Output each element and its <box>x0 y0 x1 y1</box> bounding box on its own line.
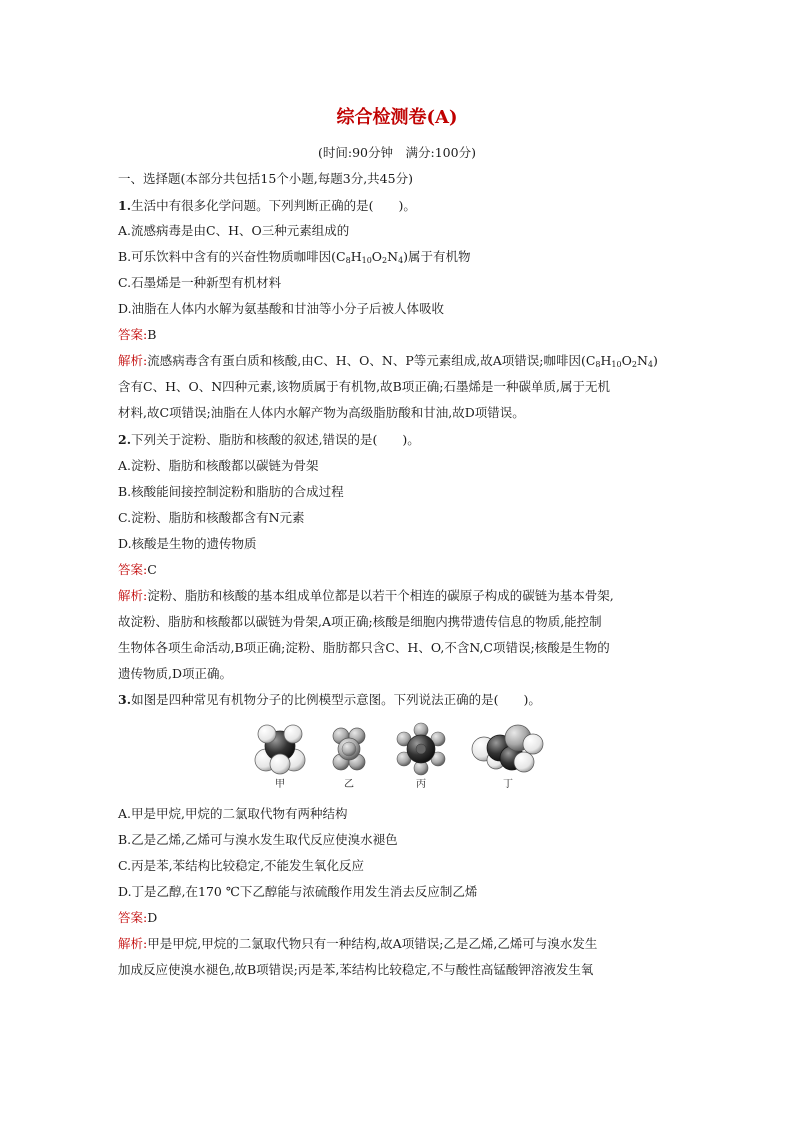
formula-sub: 8 <box>345 256 351 265</box>
q1-explanation-line-2: 含有C、H、O、N四种元素,该物质属于有机物,故B项正确;石墨烯是一种碳单质,属于无机 <box>118 379 610 394</box>
explanation-label: 解析: <box>118 936 148 951</box>
q2-explanation-line-1 <box>118 586 680 606</box>
q1-option-a: A.流感病毒是由C、H、O三种元素组成的 <box>118 223 350 238</box>
q1-option-c: C.石墨烯是一种新型有机材料 <box>118 275 282 290</box>
q1-option-b-text: B.可乐饮料中含有的兴奋性物质咖啡因(C <box>118 249 346 264</box>
answer-label: 答案: <box>118 910 148 925</box>
formula-element: H <box>350 249 362 264</box>
molecule-models-svg <box>250 722 550 778</box>
formula-sub: 8 <box>595 360 601 369</box>
formula-element: O <box>371 249 383 264</box>
page-title: 综合检测卷(A) <box>336 107 458 128</box>
q1-option-d: D.油脂在人体内水解为氨基酸和甘油等小分子后被人体吸收 <box>118 301 445 316</box>
formula-element: H <box>600 353 612 368</box>
question-stem: 如图是四种常见有机物分子的比例模型示意图。下列说法正确的是( )。 <box>131 692 541 707</box>
q3-option-c: C.丙是苯,苯结构比较稳定,不能发生氧化反应 <box>118 858 365 873</box>
q2-option-a: A.淀粉、脂肪和核酸都以碳链为骨架 <box>118 458 319 473</box>
question-number: 2. <box>118 432 132 447</box>
answer-value: B <box>147 327 157 342</box>
answer-label: 答案: <box>118 327 148 342</box>
exam-time-info: (时间:90分钟 满分:100分) <box>318 145 476 160</box>
explanation-text: 流感病毒含有蛋白质和核酸,由C、H、O、N、P等元素组成,故A项错误;咖啡因(C <box>147 353 596 368</box>
caption-jia: 甲 <box>275 779 285 790</box>
question-stem: 下列关于淀粉、脂肪和核酸的叙述,错误的是( )。 <box>131 432 420 447</box>
question-1 <box>118 196 678 216</box>
question-2 <box>118 430 678 450</box>
q2-explanation-line-3: 生物体各项生命活动,B项正确;淀粉、脂肪都只含C、H、O,不含N,C项错误;核酸是生物的 <box>118 640 610 655</box>
explanation-label: 解析: <box>118 353 148 368</box>
molecule-bing-benzene <box>397 723 445 775</box>
formula-element: N <box>387 249 399 264</box>
section-heading: 一、选择题(本部分共包括15个小题,每题3分,共45分) <box>118 171 413 186</box>
question-3 <box>118 690 678 710</box>
formula-element: O <box>621 353 632 368</box>
answer-label: 答案: <box>118 562 148 577</box>
answer-value: D <box>147 910 158 925</box>
q2-explanation-line-4: 遗传物质,D项正确。 <box>118 666 232 681</box>
caption-yi: 乙 <box>344 779 354 790</box>
question-number: 1. <box>118 198 132 213</box>
q2-option-c: C.淀粉、脂肪和核酸都含有N元素 <box>118 510 305 525</box>
molecule-ding-ethanol <box>472 725 543 772</box>
q2-option-b: B.核酸能间接控制淀粉和脂肪的合成过程 <box>118 484 344 499</box>
q2-answer <box>118 560 678 580</box>
q1-option-b-end: )属于有机物 <box>403 249 471 264</box>
q3-explanation-line-1 <box>118 934 680 954</box>
formula-sub: 2 <box>382 256 388 265</box>
formula-sub: 10 <box>361 256 372 265</box>
q1-explanation-line-1 <box>118 351 680 371</box>
caption-ding: 丁 <box>503 779 513 790</box>
q2-option-d: D.核酸是生物的遗传物质 <box>118 536 257 551</box>
q3-explanation-line-2: 加成反应使溴水褪色,故B项错误;丙是苯,苯结构比较稳定,不与酸性高锰酸钾溶液发生氧 <box>118 962 594 977</box>
explanation-text: 淀粉、脂肪和核酸的基本组成单位都是以若干个相连的碳原子构成的碳链为基本骨架, <box>147 588 614 603</box>
q1-option-b <box>118 247 678 267</box>
q3-option-b: B.乙是乙烯,乙烯可与溴水发生取代反应使溴水褪色 <box>118 832 398 847</box>
formula-sub: 4 <box>398 256 404 265</box>
q3-option-d: D.丁是乙醇,在170 ℃下乙醇能与浓硫酸作用发生消去反应制乙烯 <box>118 884 478 899</box>
formula-sub: 10 <box>611 360 622 369</box>
question-stem: 生活中有很多化学问题。下列判断正确的是( )。 <box>131 198 416 213</box>
question-number: 3. <box>118 692 132 707</box>
molecule-yi-ethylene <box>333 728 365 770</box>
q1-answer <box>118 325 678 345</box>
molecule-models-figure <box>250 722 550 794</box>
formula-sub: 4 <box>647 360 653 369</box>
formula-sub: 2 <box>631 360 637 369</box>
q2-explanation-line-2: 故淀粉、脂肪和核酸都以碳链为骨架,A项正确;核酸是细胞内携带遗传信息的物质,能控制 <box>118 614 602 629</box>
q3-answer <box>118 908 678 928</box>
explanation-text: ) <box>652 353 658 368</box>
q3-option-a: A.甲是甲烷,甲烷的二氯取代物有两种结构 <box>118 806 348 821</box>
molecule-jia-methane <box>255 725 305 774</box>
formula-element: N <box>636 353 648 368</box>
q1-explanation-line-3: 材料,故C项错误;油脂在人体内水解产物为高级脂肪酸和甘油,故D项错误。 <box>118 405 525 420</box>
caption-bing: 丙 <box>416 779 426 790</box>
explanation-text: 甲是甲烷,甲烷的二氯取代物只有一种结构,故A项错误;乙是乙烯,乙烯可与溴水发生 <box>147 936 598 951</box>
explanation-label: 解析: <box>118 588 148 603</box>
answer-value: C <box>147 562 157 577</box>
